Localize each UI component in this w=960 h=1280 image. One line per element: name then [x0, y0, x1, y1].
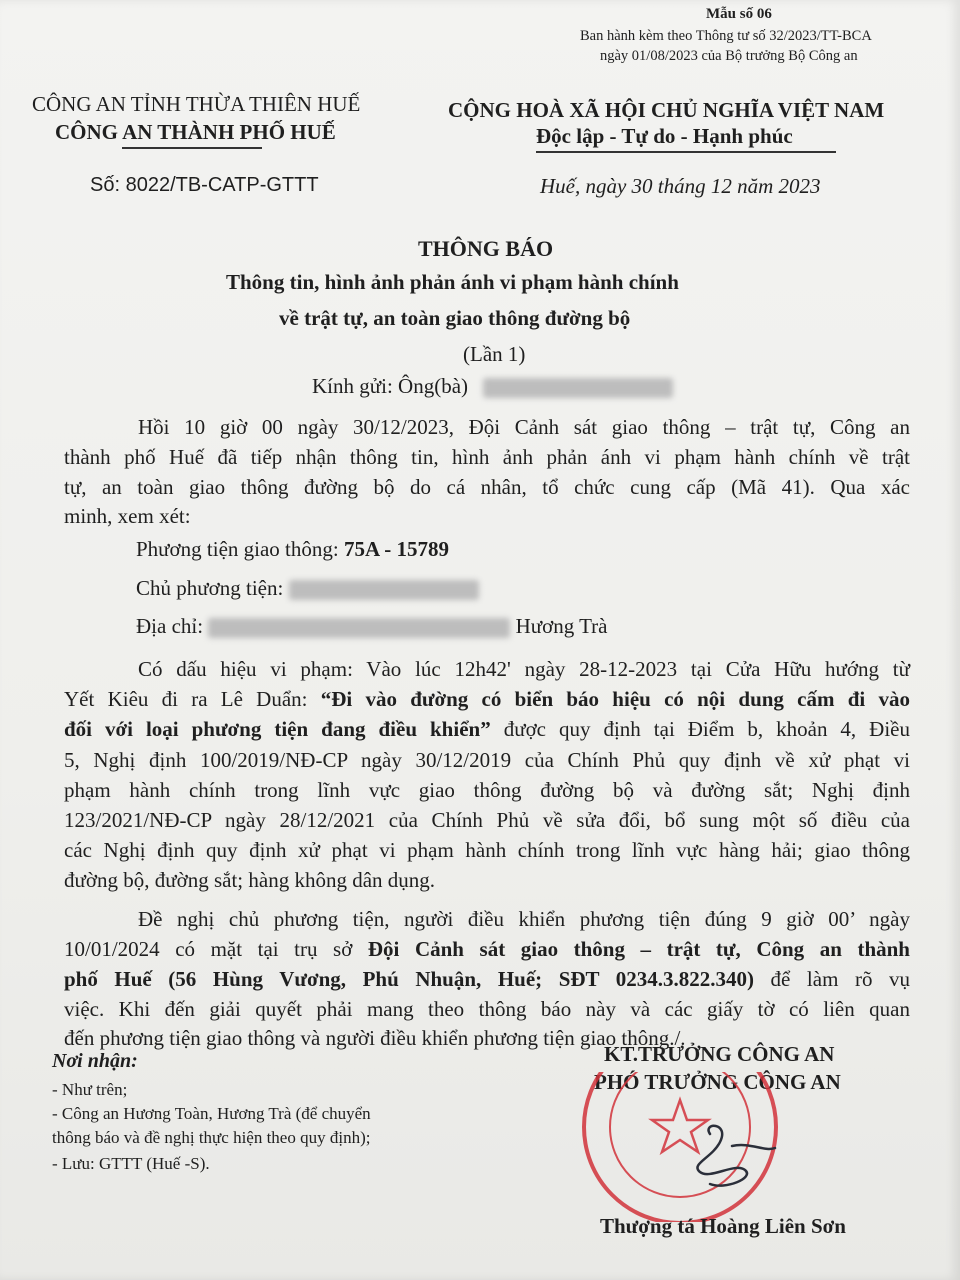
owner-row — [136, 576, 479, 601]
official-seal — [560, 1072, 800, 1222]
request-line-3 — [64, 962, 910, 996]
recipient-label: Kính gửi: Ông(bà) — [312, 374, 469, 398]
violation-line-8: đường bộ, đường sắt; hàng không dân dụng. — [64, 868, 436, 892]
violation-description-2: đối với loại phương tiện đang điều khiển” — [64, 717, 491, 741]
redacted-address — [208, 618, 510, 638]
vehicle-plate: 75A - 15789 — [343, 537, 449, 561]
violation-line-3 — [64, 712, 910, 746]
motto-underline — [536, 151, 836, 153]
request-office-2: phố Huế (56 Hùng Vương, Phú Nhuận, Huế; SĐT 0234.3.822.340) — [64, 967, 754, 991]
national-title: CỘNG HOÀ XÃ HỘI CHỦ NGHĨA VIỆT NAM — [448, 98, 885, 122]
recipient-line — [312, 374, 673, 399]
recipient-item: - Lưu: GTTT (Huế -S). — [52, 1154, 210, 1173]
notice-subtitle-2: về trật tự, an toàn giao thông đường bộ — [279, 306, 631, 330]
notice-subtitle-1: Thông tin, hình ảnh phản ánh vi phạm hành chính — [226, 270, 679, 294]
violation-line-4: 5, Nghị định 100/2019/NĐ-CP ngày 30/12/2019 của Chính Phủ quy định về xử phạt vi — [64, 748, 910, 772]
owner-label: Chủ phương tiện: — [136, 576, 289, 600]
violation-location: Yết Kiêu đi ra Lê Duẩn: — [64, 687, 321, 711]
notice-times: (Lần 1) — [463, 342, 526, 366]
request-line-4: việc. Khi đến giải quyết phải mang theo thông báo này và các giấy tờ có liên quan — [64, 997, 910, 1021]
intro-line-3: tự, an toàn giao thông đường bộ do cá nhân, tổ chức cung cấp (Mã 41). Qua xác — [64, 475, 910, 499]
recipient-item: - Như trên; — [52, 1080, 128, 1099]
request-line-1: Đề nghị chủ phương tiện, người điều khiển phương tiện đúng 9 giờ 00’ ngày — [138, 907, 910, 931]
notice-title: THÔNG BÁO — [418, 236, 554, 261]
request-line-2 — [64, 932, 910, 966]
violation-line-6: 123/2021/NĐ-CP ngày 28/12/2021 của Chính Phủ về sửa đổi, bổ sung một số điều của — [64, 808, 910, 832]
signer-title-2: PHÓ TRƯỞNG CÔNG AN — [594, 1070, 841, 1094]
intro-line-4: minh, xem xét: — [64, 504, 191, 528]
agency-city: CÔNG AN THÀNH PHỐ HUẾ — [55, 120, 336, 144]
national-motto: Độc lập - Tự do - Hạnh phúc — [536, 124, 793, 148]
violation-description-1: “Đi vào đường có biển báo hiệu có nội dung cấm đi vào — [320, 687, 910, 711]
request-date: 10/01/2024 có mặt tại trụ sở — [64, 937, 368, 961]
address-label: Địa chỉ: — [136, 614, 209, 638]
violation-line-2 — [64, 682, 910, 716]
header-underline-left — [122, 147, 262, 149]
address-row — [136, 614, 608, 639]
signer-name: Thượng tá Hoàng Liên Sơn — [600, 1214, 846, 1238]
recipient-item: - Công an Hương Toàn, Hương Trà (để chuyển — [52, 1104, 371, 1123]
form-issued-line1: Ban hành kèm theo Thông tư số 32/2023/TT-BCA — [580, 28, 872, 44]
redacted-recipient-name — [483, 378, 673, 398]
redacted-owner-name — [289, 580, 479, 600]
vehicle-row — [136, 537, 449, 562]
violation-legal-ref: được quy định tại Điểm b, khoản 4, Điều — [490, 717, 910, 741]
form-number: Mẫu số 06 — [706, 6, 772, 22]
document-number: Số: 8022/TB-CATP-GTTT — [90, 174, 319, 196]
intro-line-2: thành phố Huế đã tiếp nhận thông tin, hình ảnh phản ánh vi phạm hành chính về trật — [64, 445, 910, 469]
violation-line-7: các Nghị định quy định xử phạt vi phạm hành chính trong lĩnh vực hàng hải; giao thông — [64, 838, 910, 862]
recipients-heading: Nơi nhận: — [52, 1050, 138, 1072]
date-place: Huế, ngày 30 tháng 12 năm 2023 — [540, 174, 821, 198]
vehicle-label: Phương tiện giao thông: — [136, 537, 344, 561]
request-purpose: để làm rõ vụ — [753, 967, 910, 991]
violation-line-1: Có dấu hiệu vi phạm: Vào lúc 12h42' ngày 28-12-2023 tại Cửa Hữu hướng từ — [138, 657, 910, 681]
seal-stamp — [584, 1072, 776, 1222]
violation-line-5: phạm hành chính trong lĩnh vực giao thông đường bộ và đường sắt; Nghị định — [64, 778, 910, 802]
seal-star-icon — [652, 1100, 708, 1152]
recipient-item: thông báo và đề nghị thực hiện theo quy định); — [52, 1128, 371, 1147]
request-line-5: đến phương tiện giao thông và người điều khiển phương tiện giao thông./. — [64, 1026, 686, 1050]
request-office-1: Đội Cảnh sát giao thông – trật tự, Công an thành — [367, 937, 910, 961]
intro-line-1: Hồi 10 giờ 00 ngày 30/12/2023, Đội Cảnh sát giao thông – trật tự, Công an — [138, 415, 910, 439]
signer-title-1: KT.TRƯỞNG CÔNG AN — [604, 1042, 835, 1066]
address-suffix: Hương Trà — [515, 614, 608, 638]
agency-province: CÔNG AN TỈNH THỪA THIÊN HUẾ — [32, 92, 361, 116]
form-issued-line2: ngày 01/08/2023 của Bộ trưởng Bộ Công an — [600, 48, 858, 64]
